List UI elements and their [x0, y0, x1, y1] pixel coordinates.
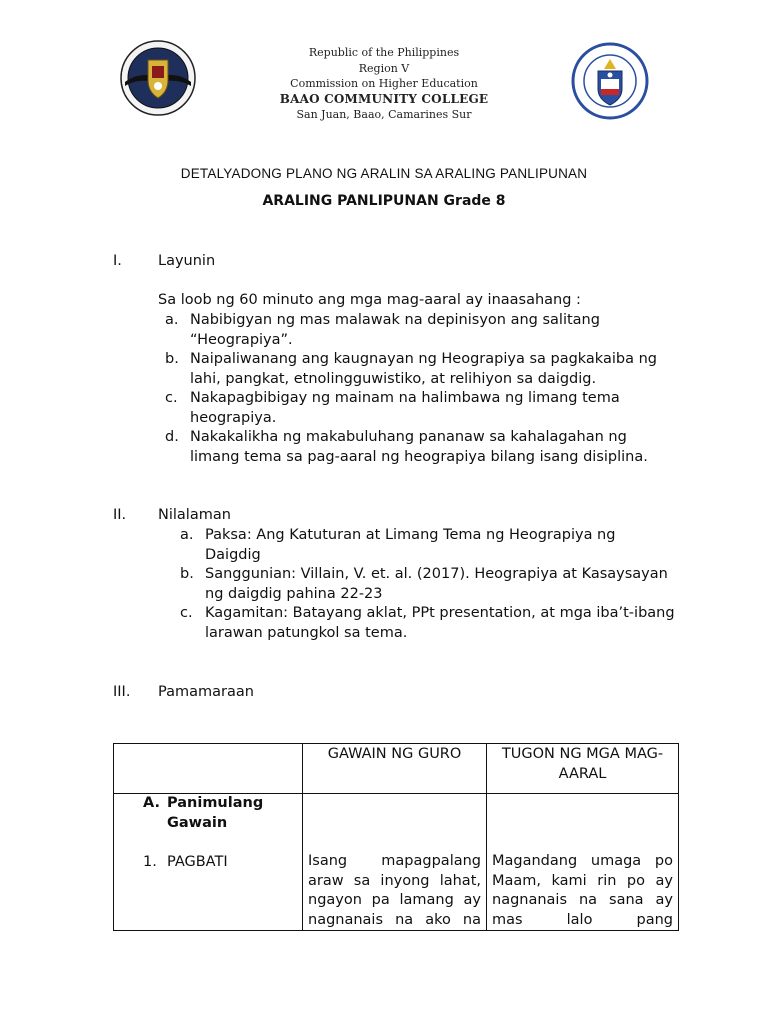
layunin-intro: Sa loob ng 60 minuto ang mga mag-aaral ay inaasahang :	[158, 292, 581, 308]
college-name: BAAO COMMUNITY COLLEGE	[279, 91, 489, 106]
section-heading-nilalaman: Nilalaman	[158, 507, 231, 523]
table-cell-tugon	[487, 794, 679, 931]
list-marker: a.	[180, 527, 194, 543]
activity-section-label: Panimulang Gawain	[167, 795, 264, 831]
list-marker: a.	[165, 312, 179, 328]
header-line-3: Commission on Higher Education	[290, 77, 478, 90]
list-item	[180, 565, 675, 604]
table-header-empty	[114, 744, 303, 794]
activity-item-marker: 1.	[143, 854, 157, 870]
list-item-text: Nabibigyan ng mas malawak na depinisyon ang salitang “Heograpiya”.	[190, 312, 600, 348]
table-cell-guro	[303, 794, 487, 931]
document-subtitle: ARALING PANLIPUNAN Grade 8	[262, 193, 506, 209]
college-address: San Juan, Baao, Camarines Sur	[296, 108, 472, 121]
activity-item	[143, 853, 297, 873]
list-item-text: Sanggunian: Villain, V. et. al. (2017). Heograpiya at Kasaysayan ng daigdig pahina 22-23	[205, 566, 668, 602]
header-line-1: Republic of the Philippines	[308, 46, 460, 59]
table-header-tugon: TUGON NG MGA MAG-AARAL	[487, 744, 679, 794]
table-row	[114, 794, 679, 931]
college-logo	[118, 36, 198, 120]
deped-logo	[570, 39, 650, 123]
list-marker: b.	[180, 566, 194, 582]
list-marker: d.	[165, 429, 179, 445]
section-heading-layunin: Layunin	[158, 253, 216, 269]
list-item	[165, 350, 680, 389]
list-item	[165, 389, 680, 428]
list-item-text: Kagamitan: Batayang aklat, PPt presentation, at mga iba’t-ibang larawan patungkol sa tema.	[205, 605, 675, 641]
document-title: DETALYADONG PLANO NG ARALIN SA ARALING PANLIPUNAN	[180, 166, 588, 181]
list-marker: c.	[180, 605, 193, 621]
layunin-list	[165, 311, 680, 467]
tugon-text: Magandang umaga po Maam, kami rin po ay nagnanais na sana ay mas lalo pang	[492, 853, 673, 928]
list-item-text: Naipaliwanang ang kaugnayan ng Heograpiya sa pagkakaiba ng lahi, pangkat, etnolingguwistiko, at relihiyon sa daigdig.	[190, 351, 657, 387]
section-number-1: I.	[113, 253, 122, 269]
nilalaman-list	[180, 526, 675, 643]
list-item	[180, 526, 675, 565]
list-item-text: Paksa: Ang Katuturan at Limang Tema ng Heograpiya ng Daigdig	[205, 527, 616, 563]
table-header-row	[114, 744, 679, 794]
activity-section-marker: A.	[143, 795, 160, 811]
table-header-guro: GAWAIN NG GURO	[303, 744, 487, 794]
list-marker: c.	[165, 390, 178, 406]
guro-text: Isang mapagpalang araw sa inyong lahat, ngayon pa lamang ay nagnanais na ako na	[308, 853, 481, 928]
list-item-text: Nakakalikha ng makabuluhang pananaw sa kahalagahan ng limang tema sa pag-aaral ng heograpiya bilang isang disiplina.	[190, 429, 648, 465]
activity-item-label: PAGBATI	[167, 854, 228, 870]
list-item	[165, 428, 680, 467]
section-number-2: II.	[113, 507, 127, 523]
section-heading-pamamaraan: Pamamaraan	[158, 684, 254, 700]
letterhead	[234, 45, 534, 123]
header-line-2: Region V	[358, 61, 410, 75]
table-cell-activity	[114, 794, 303, 931]
list-marker: b.	[165, 351, 179, 367]
activity-section	[143, 794, 297, 833]
list-item	[165, 311, 680, 350]
lesson-table	[113, 743, 679, 931]
list-item	[180, 604, 675, 643]
list-item-text: Nakapagbibigay ng mainam na halimbawa ng limang tema heograpiya.	[190, 390, 620, 426]
section-number-3: III.	[113, 684, 131, 700]
